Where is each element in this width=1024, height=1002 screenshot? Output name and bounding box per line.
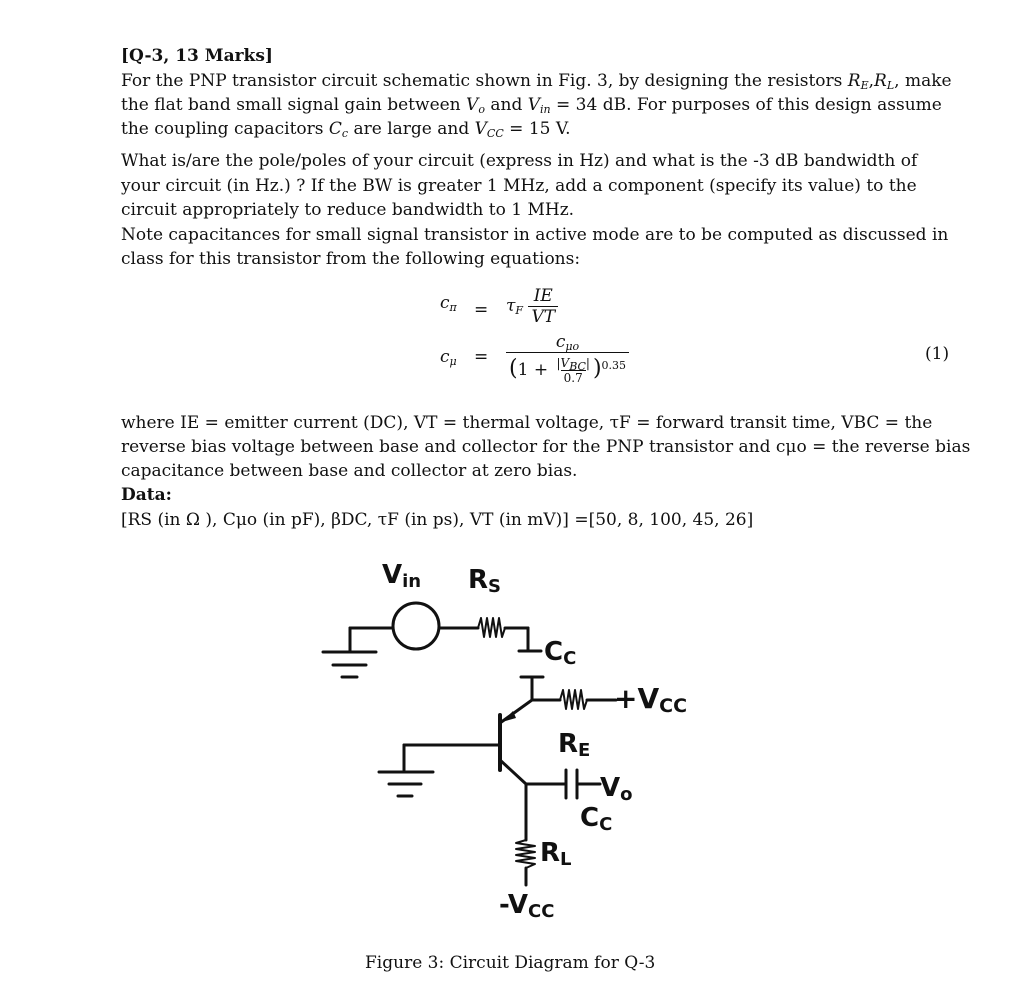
para2-line3: circuit appropriately to reduce bandwidth to 1 MHz. xyxy=(121,200,575,220)
equation-equals-2: = xyxy=(474,347,489,367)
para3-line1: where IE = emitter current (DC), VT = thermal voltage, τF = forward transit time, VBC = the xyxy=(121,413,933,433)
para1-line3: the coupling capacitors $C_c$ are large and $V_{CC} = 15$ V. xyxy=(121,119,571,140)
label-vo: Vo xyxy=(600,773,633,805)
equation-tau-fraction: $\tau_F$ $\frac{IE}{VT}$ xyxy=(506,286,558,327)
para2-line1: What is/are the pole/poles of your circuit (express in Hz) and what is the -3 dB bandwidth of xyxy=(121,151,918,171)
para3-line2: reverse bias voltage between base and collector for the PNP transistor and cμo = the reverse bias xyxy=(121,437,971,457)
label-rl: RL xyxy=(540,838,572,870)
label-cc-bottom: CC xyxy=(580,803,613,835)
figure-caption: Figure 3: Circuit Diagram for Q-3 xyxy=(365,953,656,973)
rl-resistor xyxy=(516,840,535,868)
equation-c-mu-fraction: $c_{\mu o}$ (1 + $\frac{|V_{BC}|}{0.7}$ )$^{0.35}$ xyxy=(506,332,629,385)
equation-c-pi: $c_\pi$ xyxy=(440,293,457,314)
para2-line5: class for this transistor from the following equations: xyxy=(121,249,581,269)
para1-line2: the flat band small signal gain between $V_o$ and $V_{in} = 34$ dB. For purposes of this design assume xyxy=(121,95,942,116)
label-vcc-positive: +VCC xyxy=(614,682,688,717)
label-vin: Vin xyxy=(382,560,422,592)
label-vcc-negative: -VCC xyxy=(499,890,555,922)
para2-line4: Note capacitances for small signal transistor in active mode are to be computed as discussed in xyxy=(121,225,949,245)
para1-line1: For the PNP transistor circuit schematic shown in Fig. 3, by designing the resistors $R_E,R_L$, make xyxy=(121,71,952,92)
re-resistor xyxy=(560,690,587,709)
para3-line3: capacitance between base and collector at zero bias. xyxy=(121,461,578,481)
data-label: Data: xyxy=(121,485,172,505)
para2-line2: your circuit (in Hz.) ? If the BW is greater 1 MHz, add a component (specify its value) to the xyxy=(121,176,917,196)
equation-number: (1) xyxy=(925,344,950,364)
equation-c-mu: $c_\mu$ xyxy=(440,347,457,368)
rs-resistor xyxy=(478,618,505,637)
label-re: RE xyxy=(558,729,591,761)
equation-equals-1: = xyxy=(474,300,489,320)
question-header: [Q-3, 13 Marks] xyxy=(121,46,273,66)
source-circle xyxy=(393,603,439,649)
data-values: [RS (in Ω ), Cμo (in pF), βDC, τF (in ps), VT (in mV)] =[50, 8, 100, 45, 26] xyxy=(121,510,754,530)
label-rs: RS xyxy=(468,565,501,597)
label-cc-top: CC xyxy=(544,637,577,669)
